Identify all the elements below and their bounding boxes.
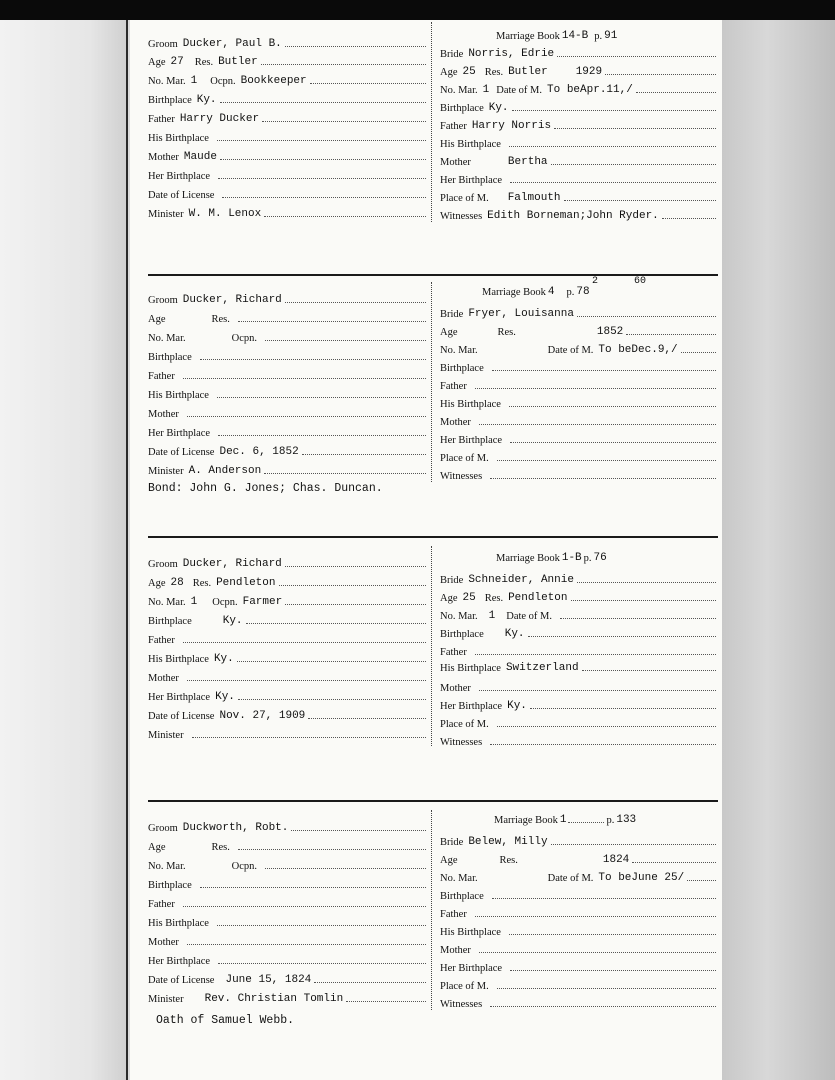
bride-his-birthplace-row xyxy=(440,394,718,410)
no-mar-label: No. Mar. xyxy=(148,597,186,608)
groom-birthplace: Ky. xyxy=(196,94,217,106)
minister-label: Minister xyxy=(148,730,184,741)
res-label: Res. xyxy=(497,327,516,338)
date-of-license-label: Date of License xyxy=(148,975,215,986)
father-label: Father xyxy=(440,909,467,920)
birthplace-label: Birthplace xyxy=(148,95,192,106)
mother-label: Mother xyxy=(440,417,471,428)
marriage-card-3 xyxy=(140,536,720,756)
page-label: p. xyxy=(606,815,615,826)
father-label: Father xyxy=(148,114,175,125)
no-mar-label: No. Mar. xyxy=(440,873,478,884)
groom-minister-row xyxy=(148,461,428,477)
bride-place-row xyxy=(440,188,718,204)
bride-year-note: 1852 xyxy=(596,326,624,338)
marriage-card-4 xyxy=(140,800,720,1040)
groom-date-of-license: Dec. 6, 1852 xyxy=(219,446,299,458)
card-top-rule xyxy=(148,800,718,802)
bride-date-of-m: To beJune 25/ xyxy=(598,872,685,884)
groom-date-of-license: Nov. 27, 1909 xyxy=(219,710,306,722)
bride-his-birthplace-row xyxy=(440,658,718,674)
groom-no-mar: 1 xyxy=(190,596,198,608)
groom-license-row xyxy=(148,185,428,201)
his-birthplace-label: His Birthplace xyxy=(148,918,209,929)
age-label: Age xyxy=(440,327,458,338)
minister-label: Minister xyxy=(148,466,184,477)
groom-father-row xyxy=(148,630,428,646)
groom-date-of-license: June 15, 1824 xyxy=(225,974,312,986)
place-of-m-label: Place of M. xyxy=(440,981,489,992)
groom-age-row xyxy=(148,573,428,589)
groom-father: Harry Ducker xyxy=(179,113,260,125)
bride-age-row xyxy=(440,588,718,604)
groom-minister: A. Anderson xyxy=(188,465,262,477)
mother-label: Mother xyxy=(148,152,179,163)
groom-minister: Rev. Christian Tomlin xyxy=(204,993,344,1005)
date-of-license-label: Date of License xyxy=(148,190,215,201)
father-label: Father xyxy=(148,635,175,646)
bride-label: Bride xyxy=(440,49,464,60)
bride-his-birthplace-row xyxy=(440,922,718,938)
page-superscript: 60 xyxy=(634,276,647,287)
groom-label: Groom xyxy=(148,559,178,570)
bride-res: Pendleton xyxy=(508,592,568,604)
bride-year-note: 1929 xyxy=(575,66,603,78)
groom-father-row xyxy=(148,894,428,910)
bride-name-row xyxy=(440,570,718,586)
her-birthplace-label: Her Birthplace xyxy=(148,171,211,182)
witnesses-label: Witnesses xyxy=(440,999,483,1010)
bride-birthplace: Ky. xyxy=(504,628,525,640)
no-mar-label: No. Mar. xyxy=(440,345,478,356)
witnesses-label: Witnesses xyxy=(440,211,483,222)
scan-right-margin xyxy=(722,20,835,1080)
bond-note: Bond: John G. Jones; Chas. Duncan. xyxy=(148,482,383,495)
his-birthplace-label: His Birthplace xyxy=(440,139,501,150)
his-birthplace-label: His Birthplace xyxy=(440,399,501,410)
bride-place-row xyxy=(440,976,718,992)
birthplace-label: Birthplace xyxy=(148,616,192,627)
bride-place-row xyxy=(440,448,718,464)
birthplace-label: Birthplace xyxy=(440,629,484,640)
bride-label: Bride xyxy=(440,575,464,586)
minister-label: Minister xyxy=(148,994,184,1005)
bride-birthplace-row xyxy=(440,624,718,640)
age-label: Age xyxy=(440,67,458,78)
groom-ocpn: Bookkeeper xyxy=(240,75,307,87)
bride-label: Bride xyxy=(440,309,464,320)
age-label: Age xyxy=(148,57,166,68)
birthplace-label: Birthplace xyxy=(148,880,192,891)
marriage-book-page: 133 xyxy=(616,814,637,826)
groom-birthplace-row xyxy=(148,90,428,106)
place-of-m-label: Place of M. xyxy=(440,193,489,204)
groom-mother-row xyxy=(148,932,428,948)
marriage-book-ref xyxy=(494,814,636,826)
bride-witnesses-row xyxy=(440,206,718,222)
marriage-book-label: Marriage Book xyxy=(482,287,546,298)
marriage-book-number: 4 xyxy=(547,286,555,298)
groom-her-birthplace-row xyxy=(148,166,428,182)
bride-mother-row xyxy=(440,412,718,428)
bride-her-birthplace-row xyxy=(440,170,718,186)
ocpn-label: Ocpn. xyxy=(231,861,257,872)
his-birthplace-label: His Birthplace xyxy=(148,654,209,665)
card-divider xyxy=(431,546,433,746)
bride-date-of-m: To beDec.9,/ xyxy=(598,344,678,356)
card-top-rule xyxy=(148,536,718,538)
groom-label: Groom xyxy=(148,295,178,306)
marriage-book-label: Marriage Book xyxy=(494,815,558,826)
scan-left-edge-line xyxy=(126,20,128,1080)
groom-nomar-row xyxy=(148,71,428,87)
bride-mother-row xyxy=(440,678,718,694)
mother-label: Mother xyxy=(148,673,179,684)
bride-father-row xyxy=(440,642,718,658)
groom-name-row xyxy=(148,554,428,570)
marriage-book-ref xyxy=(482,286,590,298)
his-birthplace-label: His Birthplace xyxy=(440,927,501,938)
groom-license-row xyxy=(148,970,428,986)
groom-label: Groom xyxy=(148,823,178,834)
groom-father-row xyxy=(148,109,428,125)
bride-her-birthplace: Ky. xyxy=(507,700,527,712)
bride-age: 25 xyxy=(462,66,476,78)
bride-name-row xyxy=(440,832,718,848)
bride-nomar-row xyxy=(440,606,718,622)
age-label: Age xyxy=(148,314,166,325)
date-of-m-label: Date of M. xyxy=(506,611,553,622)
groom-his-birthplace-row xyxy=(148,385,428,401)
bride-age: 25 xyxy=(462,592,476,604)
groom-res: Pendleton xyxy=(216,577,276,589)
no-mar-label: No. Mar. xyxy=(148,76,186,87)
groom-age-row xyxy=(148,309,428,325)
res-label: Res. xyxy=(211,842,230,853)
bride-name: Fryer, Louisanna xyxy=(468,308,574,320)
bride-name: Belew, Milly xyxy=(468,836,548,848)
bride-birthplace-row xyxy=(440,358,718,374)
bride-her-birthplace-row xyxy=(440,958,718,974)
birthplace-label: Birthplace xyxy=(440,363,484,374)
bride-label: Bride xyxy=(440,837,464,848)
res-label: Res. xyxy=(484,593,504,604)
her-birthplace-label: Her Birthplace xyxy=(148,956,211,967)
witnesses-label: Witnesses xyxy=(440,471,483,482)
res-label: Res. xyxy=(499,855,518,866)
place-of-m-label: Place of M. xyxy=(440,719,489,730)
date-of-license-label: Date of License xyxy=(148,447,215,458)
groom-age-row xyxy=(148,837,428,853)
res-label: Res. xyxy=(211,314,230,325)
groom-no-mar: 1 xyxy=(190,75,198,87)
his-birthplace-label: His Birthplace xyxy=(148,390,209,401)
marriage-card-2 xyxy=(140,274,720,504)
groom-birthplace: Ky. xyxy=(222,615,243,627)
card-top-rule xyxy=(148,274,718,276)
groom-birthplace-row xyxy=(148,875,428,891)
groom-name-row xyxy=(148,34,428,50)
groom-ocpn: Farmer xyxy=(242,596,283,608)
bride-age-row xyxy=(440,850,718,866)
place-of-m-label: Place of M. xyxy=(440,453,489,464)
groom-nomar-row xyxy=(148,856,428,872)
father-label: Father xyxy=(440,647,467,658)
card-divider xyxy=(431,22,433,222)
bride-father: Harry Norris xyxy=(471,120,552,132)
groom-birthplace-row xyxy=(148,347,428,363)
card-divider xyxy=(431,282,433,482)
page-label: p. xyxy=(594,31,603,42)
marriage-book-label: Marriage Book xyxy=(496,31,560,42)
groom-birthplace-row xyxy=(148,611,428,627)
marriage-book-page: 78 xyxy=(576,286,590,298)
marriage-book-number: 1-B xyxy=(561,552,582,564)
bride-his-birthplace: Switzerland xyxy=(505,662,579,674)
her-birthplace-label: Her Birthplace xyxy=(440,435,503,446)
groom-license-row xyxy=(148,706,428,722)
mother-label: Mother xyxy=(148,937,179,948)
ocpn-label: Ocpn. xyxy=(231,333,257,344)
bride-place-of-m: Falmouth xyxy=(507,192,561,204)
her-birthplace-label: Her Birthplace xyxy=(440,701,503,712)
groom-minister-row xyxy=(148,204,428,220)
groom-age: 27 xyxy=(170,56,184,68)
age-label: Age xyxy=(440,855,458,866)
groom-her-birthplace: Ky. xyxy=(215,691,235,703)
groom-name: Duckworth, Robt. xyxy=(182,822,289,834)
bride-witnesses: Edith Borneman;John Ryder. xyxy=(487,210,659,222)
bride-her-birthplace-row xyxy=(440,430,718,446)
groom-minister-row xyxy=(148,989,428,1005)
groom-father-row xyxy=(148,366,428,382)
birthplace-label: Birthplace xyxy=(440,891,484,902)
age-label: Age xyxy=(148,842,166,853)
date-of-m-label: Date of M. xyxy=(547,345,594,356)
scan-top-border xyxy=(0,0,835,20)
her-birthplace-label: Her Birthplace xyxy=(440,963,503,974)
date-of-m-label: Date of M. xyxy=(496,85,543,96)
bride-birthplace: Ky. xyxy=(488,102,509,114)
bride-year-note: 1824 xyxy=(602,854,630,866)
scan-left-margin xyxy=(0,20,128,1080)
bride-name: Norris, Edrie xyxy=(468,48,555,60)
her-birthplace-label: Her Birthplace xyxy=(148,428,211,439)
bride-witnesses-row xyxy=(440,732,718,748)
groom-mother-row xyxy=(148,668,428,684)
groom-mother: Maude xyxy=(183,151,217,163)
marriage-book-page: 91 xyxy=(604,30,618,42)
groom-age: 28 xyxy=(170,577,184,589)
bride-res: Butler xyxy=(508,66,548,78)
bride-date-of-m: To beApr.11,/ xyxy=(547,84,633,96)
page-label: p. xyxy=(583,553,592,564)
bride-name-row xyxy=(440,44,718,60)
bride-father-row xyxy=(440,376,718,392)
card-divider xyxy=(431,810,433,1010)
groom-nomar-row xyxy=(148,592,428,608)
birthplace-label: Birthplace xyxy=(440,103,484,114)
groom-his-birthplace: Ky. xyxy=(213,653,234,665)
bride-mother-row xyxy=(440,940,718,956)
bride-father-row xyxy=(440,904,718,920)
no-mar-label: No. Mar. xyxy=(148,333,186,344)
groom-her-birthplace-row xyxy=(148,423,428,439)
groom-res: Butler xyxy=(218,56,258,68)
bride-place-row xyxy=(440,714,718,730)
minister-label: Minister xyxy=(148,209,184,220)
bride-mother-row xyxy=(440,152,718,168)
father-label: Father xyxy=(440,121,467,132)
groom-mother-row xyxy=(148,147,428,163)
bride-his-birthplace-row xyxy=(440,134,718,150)
bride-father-row xyxy=(440,116,718,132)
groom-minister-row xyxy=(148,725,428,741)
her-birthplace-label: Her Birthplace xyxy=(440,175,503,186)
bride-witnesses-row xyxy=(440,994,718,1010)
father-label: Father xyxy=(440,381,467,392)
bride-age-row xyxy=(440,322,718,338)
groom-name: Ducker, Richard xyxy=(182,558,282,570)
page-label: p. xyxy=(566,287,575,298)
her-birthplace-label: Her Birthplace xyxy=(148,692,211,703)
groom-nomar-row xyxy=(148,328,428,344)
marriage-book-number: 1 xyxy=(559,814,567,826)
mother-label: Mother xyxy=(148,409,179,420)
his-birthplace-label: His Birthplace xyxy=(440,663,501,674)
marriage-book-label: Marriage Book xyxy=(496,553,560,564)
res-label: Res. xyxy=(484,67,504,78)
groom-name-row xyxy=(148,290,428,306)
his-birthplace-label: His Birthplace xyxy=(148,133,209,144)
father-label: Father xyxy=(148,899,175,910)
groom-his-birthplace-row xyxy=(148,649,428,665)
bride-nomar-row xyxy=(440,868,718,884)
groom-his-birthplace-row xyxy=(148,913,428,929)
bride-age-row xyxy=(440,62,718,78)
groom-her-birthplace-row xyxy=(148,687,428,703)
bride-nomar-row xyxy=(440,80,718,96)
ocpn-label: Ocpn. xyxy=(210,76,236,87)
groom-label: Groom xyxy=(148,39,178,50)
bride-birthplace-row xyxy=(440,98,718,114)
bride-her-birthplace-row xyxy=(440,696,718,712)
age-label: Age xyxy=(440,593,458,604)
marriage-book-ref xyxy=(496,30,617,42)
groom-name: Ducker, Paul B. xyxy=(182,38,282,50)
marriage-book-ref xyxy=(496,552,607,564)
age-label: Age xyxy=(148,578,166,589)
groom-his-birthplace-row xyxy=(148,128,428,144)
date-of-license-label: Date of License xyxy=(148,711,215,722)
date-of-m-label: Date of M. xyxy=(547,873,594,884)
mother-label: Mother xyxy=(440,157,471,168)
bride-witnesses-row xyxy=(440,466,718,482)
father-label: Father xyxy=(148,371,175,382)
groom-license-row xyxy=(148,442,428,458)
bride-no-mar: 1 xyxy=(488,610,496,622)
res-label: Res. xyxy=(194,57,214,68)
bride-name-row xyxy=(440,304,718,320)
groom-age-row xyxy=(148,52,428,68)
groom-name-row xyxy=(148,818,428,834)
witnesses-label: Witnesses xyxy=(440,737,483,748)
ocpn-label: Ocpn. xyxy=(212,597,238,608)
bride-birthplace-row xyxy=(440,886,718,902)
bride-name: Schneider, Annie xyxy=(468,574,574,586)
bride-nomar-row xyxy=(440,340,718,356)
book-superscript: 2 xyxy=(592,276,599,287)
birthplace-label: Birthplace xyxy=(148,352,192,363)
mother-label: Mother xyxy=(440,683,471,694)
marriage-book-page: 76 xyxy=(593,552,607,564)
groom-mother-row xyxy=(148,404,428,420)
groom-minister: W. M. Lenox xyxy=(188,208,262,220)
marriage-book-number: 14-B xyxy=(561,30,589,42)
groom-name: Ducker, Richard xyxy=(182,294,282,306)
marriage-card-1 xyxy=(140,22,720,262)
bride-no-mar: 1 xyxy=(482,84,490,96)
no-mar-label: No. Mar. xyxy=(440,611,478,622)
bride-mother: Bertha xyxy=(507,156,548,168)
no-mar-label: No. Mar. xyxy=(148,861,186,872)
res-label: Res. xyxy=(192,578,212,589)
no-mar-label: No. Mar. xyxy=(440,85,478,96)
groom-her-birthplace-row xyxy=(148,951,428,967)
oath-note: Oath of Samuel Webb. xyxy=(156,1014,295,1027)
mother-label: Mother xyxy=(440,945,471,956)
